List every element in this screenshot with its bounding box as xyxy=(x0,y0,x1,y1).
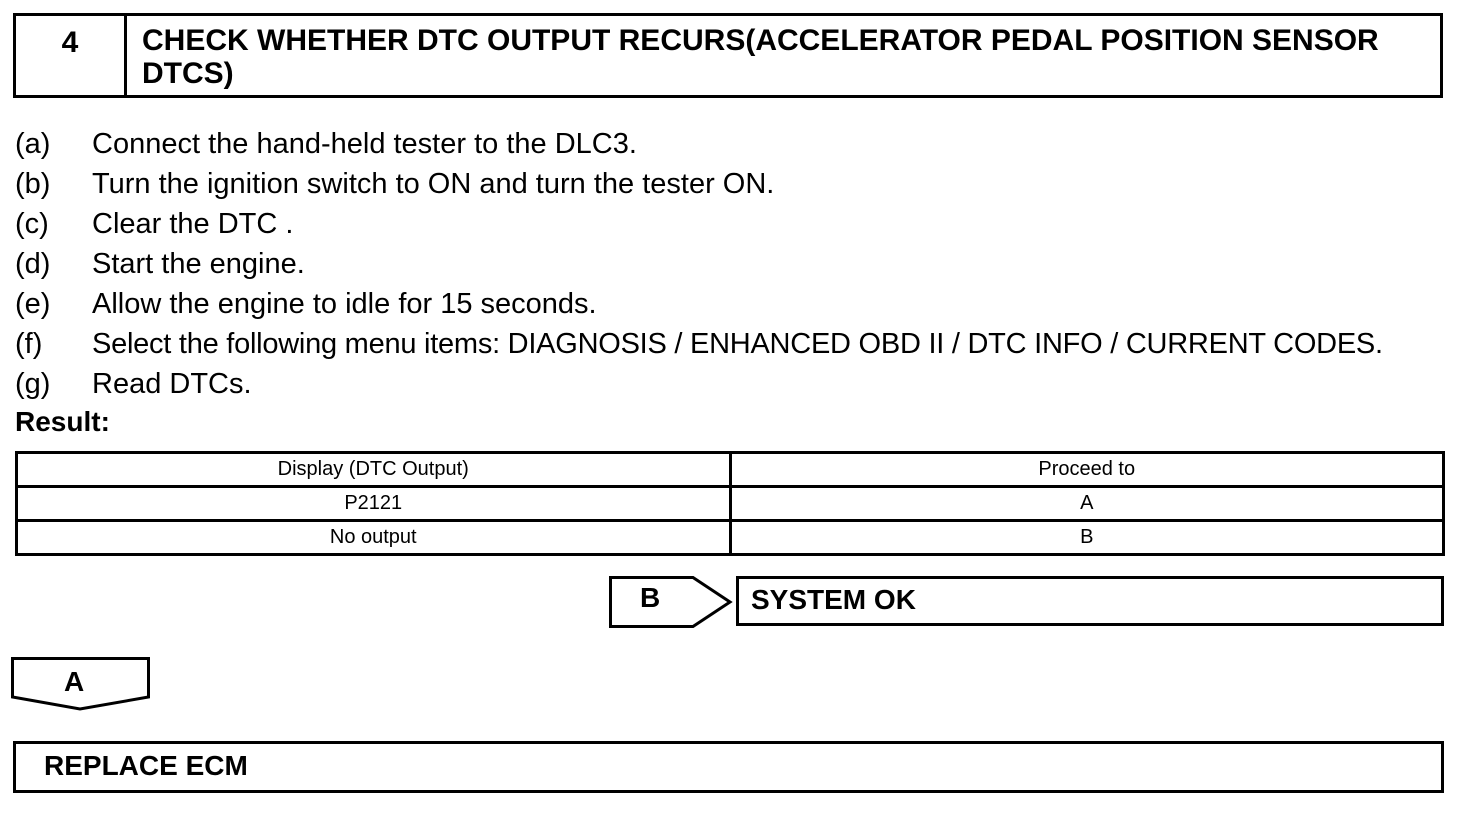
system-ok-box xyxy=(736,576,1444,626)
branch-b-arrow-icon xyxy=(609,576,735,628)
system-ok-text: SYSTEM OK xyxy=(751,584,916,615)
table-cell: B xyxy=(730,521,1444,555)
step-text: Connect the hand-held tester to the DLC3. xyxy=(92,128,637,160)
table-cell: A xyxy=(730,487,1444,521)
table-cell: P2121 xyxy=(17,487,731,521)
branch-a-label: A xyxy=(64,666,85,697)
table-row xyxy=(17,487,1444,521)
step-label: (d) xyxy=(15,248,51,280)
step-title: CHECK WHETHER DTC OUTPUT RECURS(ACCELERATOR PEDAL POSITION SENSOR DTCS) xyxy=(142,24,1379,90)
step-label: (a) xyxy=(15,128,51,160)
branch-b-label: B xyxy=(640,582,661,613)
step-text: Select the following menu items: DIAGNOSIS / ENHANCED OBD II / DTC INFO / CURRENT CODES. xyxy=(92,328,1383,360)
step-text: Start the engine. xyxy=(92,248,305,280)
step-text: Turn the ignition switch to ON and turn the tester ON. xyxy=(92,168,775,200)
table-row xyxy=(17,521,1444,555)
column-header: Proceed to xyxy=(730,453,1444,487)
step-text: Clear the DTC . xyxy=(92,208,294,240)
column-header: Display (DTC Output) xyxy=(17,453,731,487)
step-label: (e) xyxy=(15,288,51,320)
step-text: Allow the engine to idle for 15 seconds. xyxy=(92,288,597,320)
step-text: Read DTCs. xyxy=(92,368,252,400)
step-label: (f) xyxy=(15,328,43,360)
table-header-row xyxy=(17,453,1444,487)
step-label: (g) xyxy=(15,368,51,400)
step-label: (b) xyxy=(15,168,51,200)
result-label: Result: xyxy=(15,406,110,437)
step-header xyxy=(13,13,1443,98)
step-label: (c) xyxy=(15,208,49,240)
step-number: 4 xyxy=(16,16,127,95)
table-cell: No output xyxy=(17,521,731,555)
replace-ecm-box xyxy=(13,741,1444,793)
result-table xyxy=(15,451,1445,556)
replace-ecm-text: REPLACE ECM xyxy=(44,750,248,781)
